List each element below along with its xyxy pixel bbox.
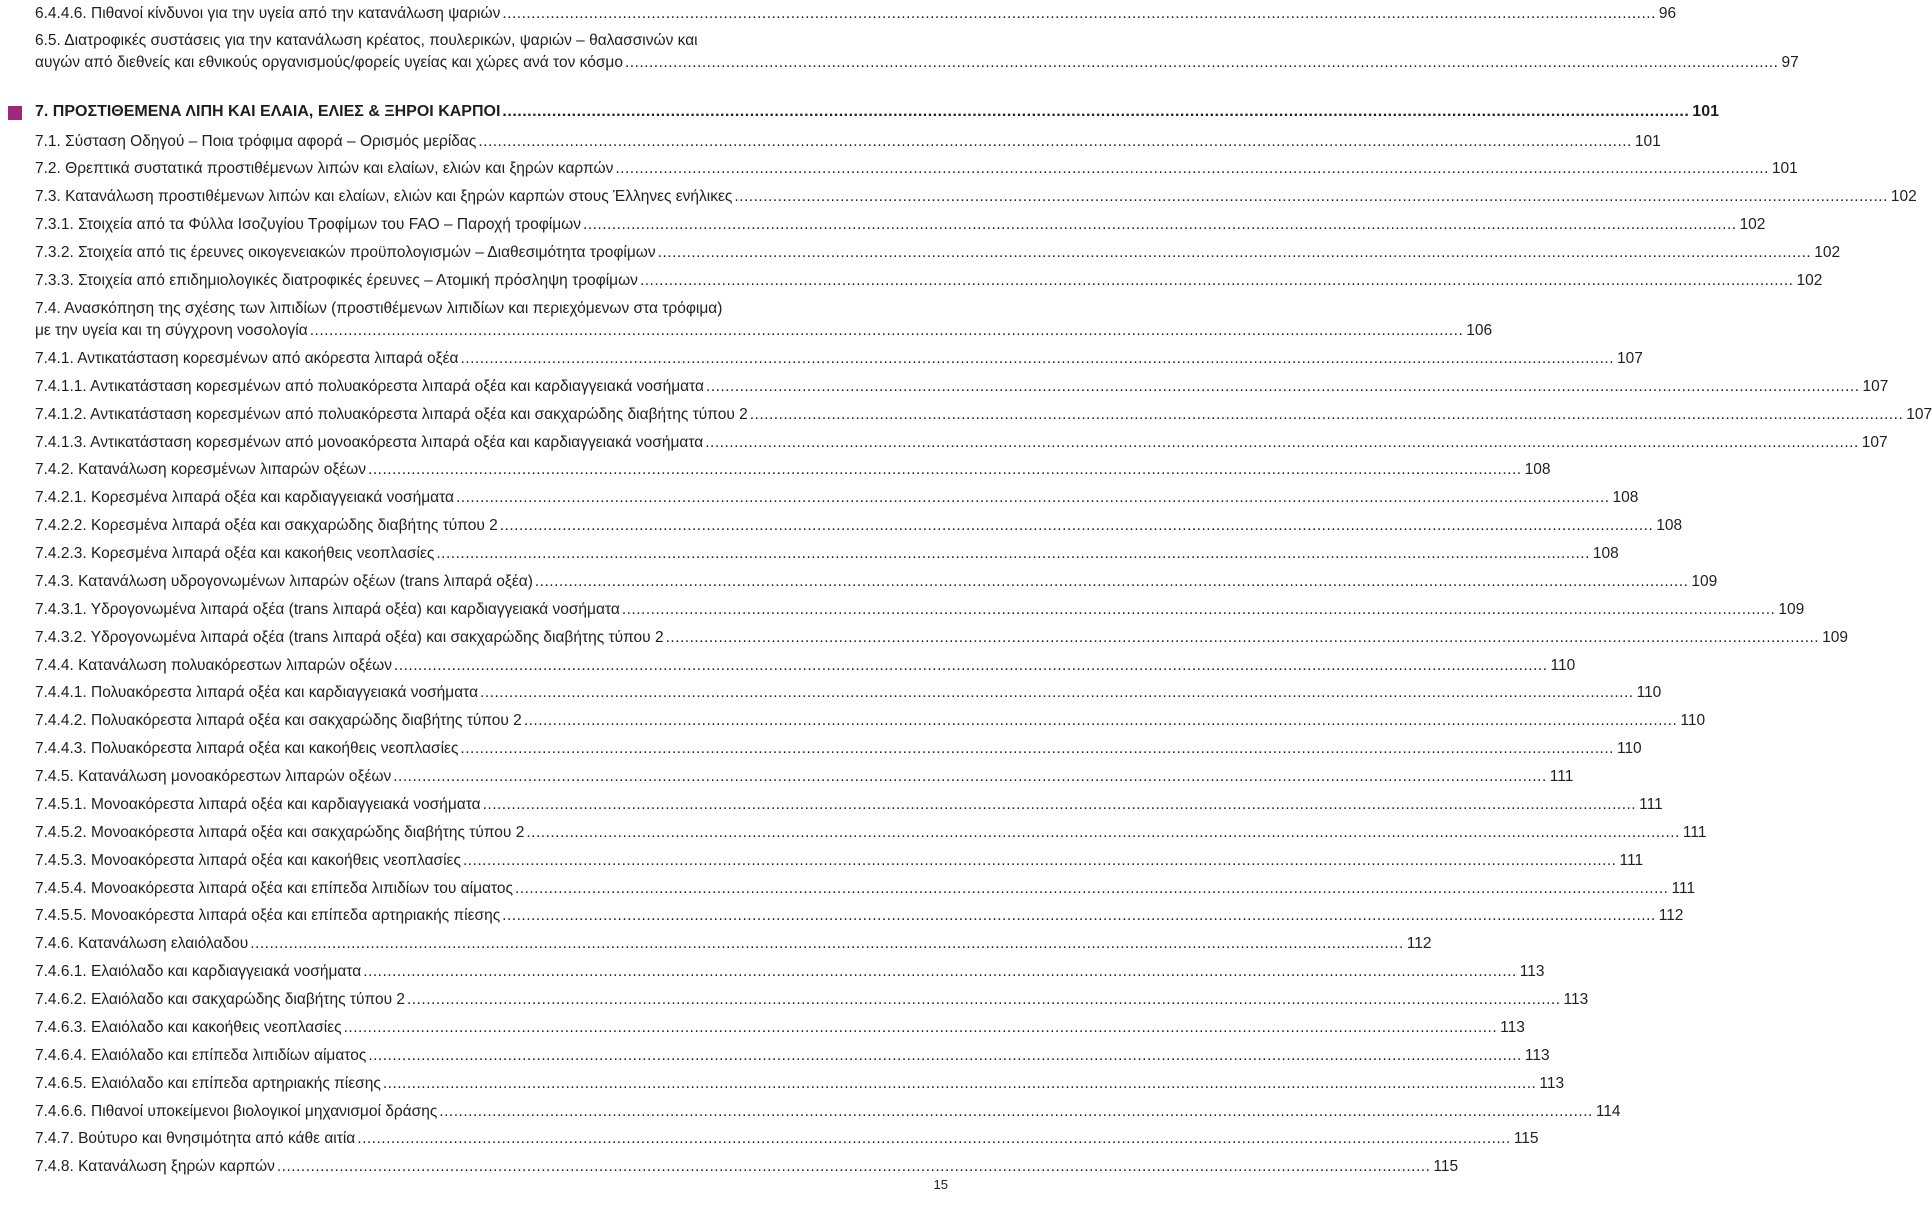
toc-entry-page: 111 — [1639, 796, 1663, 813]
toc-entry[interactable] — [35, 627, 1848, 649]
toc-entry-title: αυγών από διεθνείς και εθνικούς οργανισμούς/φορείς υγείας και χώρες ανά τον κόσμο — [35, 54, 623, 71]
toc-entry[interactable] — [35, 404, 1932, 426]
toc-entry[interactable] — [35, 738, 1642, 760]
toc-entry[interactable] — [35, 376, 1889, 398]
toc-entry[interactable] — [35, 961, 1545, 983]
toc-entry[interactable] — [35, 1128, 1539, 1150]
dot-leader — [502, 101, 1689, 123]
dot-leader — [436, 543, 1590, 565]
toc-entry[interactable] — [35, 1045, 1550, 1067]
toc-entry[interactable] — [35, 3, 1677, 25]
dot-leader — [357, 1128, 1511, 1150]
toc-entry[interactable] — [35, 599, 1805, 621]
toc-entry[interactable] — [35, 487, 1639, 509]
toc-entry-page: 107 — [1906, 406, 1932, 423]
toc-entry[interactable] — [35, 30, 1799, 74]
toc-entry-title: 6.4.4.6. Πιθανοί κίνδυνοι για την υγεία από την κατανάλωση ψαριών — [35, 5, 501, 22]
dot-leader — [640, 270, 1794, 292]
dot-leader — [622, 599, 1776, 621]
dot-leader — [344, 1017, 1498, 1039]
dot-leader — [502, 3, 1656, 25]
toc-entry-title: 7.4.1.2. Αντικατάσταση κορεσμένων από πολυακόρεστα λιπαρά οξέα και σακχαρώδης διαβήτης τύπου 2 — [35, 406, 748, 423]
toc-entry-title: 7.4.6. Κατανάλωση ελαιόλαδου — [35, 935, 249, 952]
toc-entry-title: 7.4.6.4. Ελαιόλαδο και επίπεδα λιπιδίων αίματος — [35, 1047, 367, 1064]
toc-entry[interactable] — [35, 158, 1798, 180]
chapter-color-marker — [8, 106, 22, 120]
toc-entry-title: 7.4.6.2. Ελαιόλαδο και σακχαρώδης διαβήτης τύπου 2 — [35, 991, 405, 1008]
dot-leader — [524, 710, 1678, 732]
toc-entry-page: 112 — [1658, 907, 1684, 924]
dot-leader — [658, 242, 1812, 264]
dot-leader — [706, 376, 1860, 398]
toc-entry[interactable] — [35, 432, 1888, 454]
toc-entry[interactable] — [35, 270, 1823, 292]
toc-entry[interactable] — [35, 850, 1644, 872]
toc-entry-page: 109 — [1691, 573, 1718, 590]
toc-entry[interactable] — [35, 655, 1576, 677]
toc-entry-page: 108 — [1524, 461, 1551, 478]
dot-leader — [625, 52, 1779, 74]
toc-entry[interactable] — [35, 242, 1841, 264]
toc-entry-title: 7.4.3.1. Υδρογονωμένα λιπαρά οξέα (trans λιπαρά οξέα) και καρδιαγγειακά νοσήματα — [35, 601, 620, 618]
toc-entry-title: 7.4.6.5. Ελαιόλαδο και επίπεδα αρτηριακής πίεσης — [35, 1075, 381, 1092]
toc-entry-page: 113 — [1563, 991, 1589, 1008]
dot-leader — [502, 905, 1656, 927]
toc-entry-page: 102 — [1739, 216, 1766, 233]
toc-entry[interactable] — [35, 571, 1718, 593]
toc-entry-page: 111 — [1671, 880, 1696, 897]
toc-entry-page: 113 — [1519, 963, 1545, 980]
toc-entry[interactable] — [35, 766, 1574, 788]
toc-entry-title: 7.4.4. Κατανάλωση πολυακόρεστων λιπαρών οξέων — [35, 657, 392, 674]
toc-entry-page: 108 — [1656, 517, 1683, 534]
dot-leader — [460, 348, 1614, 370]
toc-entry-title: 7.4.2.3. Κορεσμένα λιπαρά οξέα και κακοήθεις νεοπλασίες — [35, 545, 435, 562]
toc-entry-page: 97 — [1781, 54, 1799, 71]
toc-entry[interactable] — [35, 543, 1619, 565]
chapter-title: 7. ΠΡΟΣΤΙΘΕΜΕΝΑ ΛΙΠΗ ΚΑΙ ΕΛΑΙΑ, ΕΛΙΕΣ & ΞΗΡΟΙ ΚΑΡΠΟΙ — [35, 103, 501, 120]
toc-entry-page: 101 — [1634, 133, 1661, 150]
dot-leader — [515, 878, 1669, 900]
dot-leader — [734, 186, 1888, 208]
toc-entry[interactable] — [35, 186, 1917, 208]
dot-leader — [615, 158, 1769, 180]
toc-entry[interactable] — [35, 794, 1663, 816]
toc-entry-title: 7.4.1. Αντικατάσταση κορεσμένων από ακόρεστα λιπαρά οξέα — [35, 350, 459, 367]
page-number: 15 — [933, 1177, 948, 1192]
dot-leader — [250, 933, 1404, 955]
toc-entry-page: 113 — [1539, 1075, 1565, 1092]
toc-entry-title: 7.4.4.3. Πολυακόρεστα λιπαρά οξέα και κακοήθεις νεοπλασίες — [35, 740, 459, 757]
dot-leader — [383, 1073, 1537, 1095]
toc-entry-page: 106 — [1466, 322, 1493, 339]
dot-leader — [277, 1156, 1431, 1178]
toc-entry-title: 7.4.4.1. Πολυακόρεστα λιπαρά οξέα και καρδιαγγειακά νοσήματα — [35, 684, 479, 701]
toc-entry[interactable] — [35, 878, 1696, 900]
toc-entry-page: 113 — [1524, 1047, 1550, 1064]
toc-entry-page: 110 — [1636, 684, 1662, 701]
dot-leader — [393, 766, 1547, 788]
toc-entry-page: 112 — [1406, 935, 1432, 952]
toc-entry-title: 7.1. Σύσταση Οδηγού – Ποια τρόφιμα αφορά – Ορισμός μερίδας — [35, 133, 477, 150]
toc-entry[interactable] — [35, 1017, 1525, 1039]
toc-entry-title: 7.4.3.2. Υδρογονωμένα λιπαρά οξέα (trans λιπαρά οξέα) και σακχαρώδης διαβήτης τύπου 2 — [35, 629, 664, 646]
toc-entry-page: 110 — [1616, 740, 1642, 757]
toc-entry[interactable] — [35, 989, 1589, 1011]
toc-entry[interactable] — [35, 682, 1662, 704]
toc-entry-page: 107 — [1861, 434, 1888, 451]
toc-entry-page: 96 — [1658, 5, 1677, 22]
toc-entry-page: 111 — [1682, 824, 1707, 841]
dot-leader — [456, 487, 1610, 509]
toc-entry-page: 110 — [1550, 657, 1576, 674]
dot-leader — [407, 989, 1561, 1011]
toc-entry-title: 7.3.1. Στοιχεία από τα Φύλλα Ισοζυγίου Τροφίμων του FAO – Παροχή τροφίμων — [35, 216, 582, 233]
dot-leader — [463, 850, 1617, 872]
dot-leader — [460, 738, 1614, 760]
toc-entry[interactable] — [35, 1101, 1621, 1123]
dot-leader — [439, 1101, 1593, 1123]
toc-entry-title: 7.4.2. Κατανάλωση κορεσμένων λιπαρών οξέων — [35, 461, 367, 478]
toc-entry-page: 102 — [1890, 188, 1917, 205]
toc-entry[interactable] — [35, 933, 1432, 955]
toc-entry-title: 7.4.1.3. Αντικατάσταση κορεσμένων από μονοακόρεστα λιπαρά οξέα και καρδιαγγειακά νοσήματα — [35, 434, 704, 451]
toc-entry-title: 7.4.2.2. Κορεσμένα λιπαρά οξέα και σακχαρώδης διαβήτης τύπου 2 — [35, 517, 498, 534]
toc-entry-page: 111 — [1619, 852, 1644, 869]
dot-leader — [535, 571, 1689, 593]
toc-entry-page: 107 — [1862, 378, 1889, 395]
toc-entry-page: 115 — [1513, 1130, 1539, 1147]
dot-leader — [666, 627, 1820, 649]
toc-entry-page: 109 — [1822, 629, 1848, 646]
toc-entry[interactable] — [35, 214, 1766, 236]
toc-entry-title: 7.4.5. Κατανάλωση μονοακόρεστων λιπαρών οξέων — [35, 768, 392, 785]
toc-entry-title: 7.4.5.2. Μονοακόρεστα λιπαρά οξέα και σακχαρώδης διαβήτης τύπου 2 — [35, 824, 525, 841]
dot-leader — [500, 515, 1654, 537]
toc-entry-page: 110 — [1680, 712, 1706, 729]
toc-entry-page: 115 — [1433, 1158, 1459, 1175]
toc-entry-title: 7.4.1.1. Αντικατάσταση κορεσμένων από πολυακόρεστα λιπαρά οξέα και καρδιαγγειακά νοσήματα — [35, 378, 704, 395]
dot-leader — [526, 822, 1680, 844]
toc-entry[interactable] — [35, 298, 1493, 342]
toc-entry-title-line1: 7.4. Ανασκόπηση της σχέσης των λιπιδίων (προστιθέμενων λιπιδίων και περιεχόμενων στα τρόφιμα) — [35, 300, 723, 317]
toc-entry-title: 7.4.2.1. Κορεσμένα λιπαρά οξέα και καρδιαγγειακά νοσήματα — [35, 489, 454, 506]
toc-entry-title: 7.4.8. Κατανάλωση ξηρών καρπών — [35, 1158, 275, 1175]
dot-leader — [363, 961, 1517, 983]
toc-entry-title-line1: 6.5. Διατροφικές συστάσεις για την κατανάλωση κρέατος, πουλερικών, ψαριών – θαλασσινών και — [35, 32, 698, 49]
dot-leader — [368, 1045, 1522, 1067]
toc-entry-page: 113 — [1500, 1019, 1525, 1036]
toc-entry-title: 7.4.3. Κατανάλωση υδρογονωμένων λιπαρών οξέων (trans λιπαρά οξέα) — [35, 573, 533, 590]
toc-entry[interactable] — [35, 822, 1707, 844]
toc-entry[interactable] — [35, 131, 1661, 153]
toc-entry[interactable] — [35, 1073, 1565, 1095]
dot-leader — [480, 682, 1634, 704]
toc-entry-title: 7.4.5.5. Μονοακόρεστα λιπαρά οξέα και επίπεδα αρτηριακής πίεσης — [35, 907, 501, 924]
toc-chapter-heading[interactable] — [35, 101, 1719, 123]
dot-leader — [478, 131, 1632, 153]
toc-entry-page: 108 — [1612, 489, 1639, 506]
toc-entry[interactable] — [35, 515, 1683, 537]
toc-entry-page: 101 — [1771, 160, 1798, 177]
toc-entry-page: 109 — [1778, 601, 1805, 618]
toc-entry[interactable] — [35, 710, 1706, 732]
dot-leader — [483, 794, 1637, 816]
toc-entry[interactable] — [35, 459, 1551, 481]
dot-leader — [310, 320, 1464, 342]
toc-entry[interactable] — [35, 348, 1643, 370]
toc-entry-title: 7.4.5.3. Μονοακόρεστα λιπαρά οξέα και κακοήθεις νεοπλασίες — [35, 852, 461, 869]
toc-entry-page: 107 — [1617, 350, 1643, 367]
toc-entry-title: 7.4.7. Βούτυρο και θνησιμότητα από κάθε αιτία — [35, 1130, 356, 1147]
toc-entry-title: 7.4.5.1. Μονοακόρεστα λιπαρά οξέα και καρδιαγγειακά νοσήματα — [35, 796, 481, 813]
toc-entry-title: 7.4.5.4. Μονοακόρεστα λιπαρά οξέα και επίπεδα λιπιδίων του αίματος — [35, 880, 513, 897]
toc-entry-page: 111 — [1549, 768, 1574, 785]
toc-entry-title: 7.4.6.6. Πιθανοί υποκείμενοι βιολογικοί μηχανισμοί δράσης — [35, 1103, 438, 1120]
dot-leader — [705, 432, 1859, 454]
toc-entry-title: 7.2. Θρεπτικά συστατικά προστιθέμενων λιπών και ελαίων, ελιών και ξηρών καρπών — [35, 160, 614, 177]
chapter-page: 101 — [1692, 103, 1719, 120]
toc-entry-title: 7.4.4.2. Πολυακόρεστα λιπαρά οξέα και σακχαρώδης διαβήτης τύπου 2 — [35, 712, 522, 729]
toc-entry-title: 7.4.6.1. Ελαιόλαδο και καρδιαγγειακά νοσήματα — [35, 963, 362, 980]
toc-entry-title: 7.4.6.3. Ελαιόλαδο και κακοήθεις νεοπλασίες — [35, 1019, 342, 1036]
toc-entry[interactable] — [35, 1156, 1459, 1178]
toc-entry-page: 114 — [1595, 1103, 1621, 1120]
toc-entry-title: 7.3. Κατανάλωση προστιθέμενων λιπών και ελαίων, ελιών και ξηρών καρπών στους Έλληνες ενήλικες — [35, 188, 733, 205]
toc-entry-title: 7.3.3. Στοιχεία από επιδημιολογικές διατροφικές έρευνες – Ατομική πρόσληψη τροφίμων — [35, 272, 638, 289]
toc-entry-title: με την υγεία και τη σύγχρονη νοσολογία — [35, 322, 308, 339]
toc-entry[interactable] — [35, 905, 1684, 927]
dot-leader — [394, 655, 1548, 677]
toc-entry-page: 102 — [1796, 272, 1823, 289]
dot-leader — [368, 459, 1522, 481]
toc-entry-page: 108 — [1592, 545, 1619, 562]
dot-leader — [750, 404, 1904, 426]
toc-entry-page: 102 — [1814, 244, 1841, 261]
toc-entry-title: 7.3.2. Στοιχεία από τις έρευνες οικογενειακών προϋπολογισμών – Διαθεσιμότητα τροφίμων — [35, 244, 656, 261]
dot-leader — [583, 214, 1737, 236]
